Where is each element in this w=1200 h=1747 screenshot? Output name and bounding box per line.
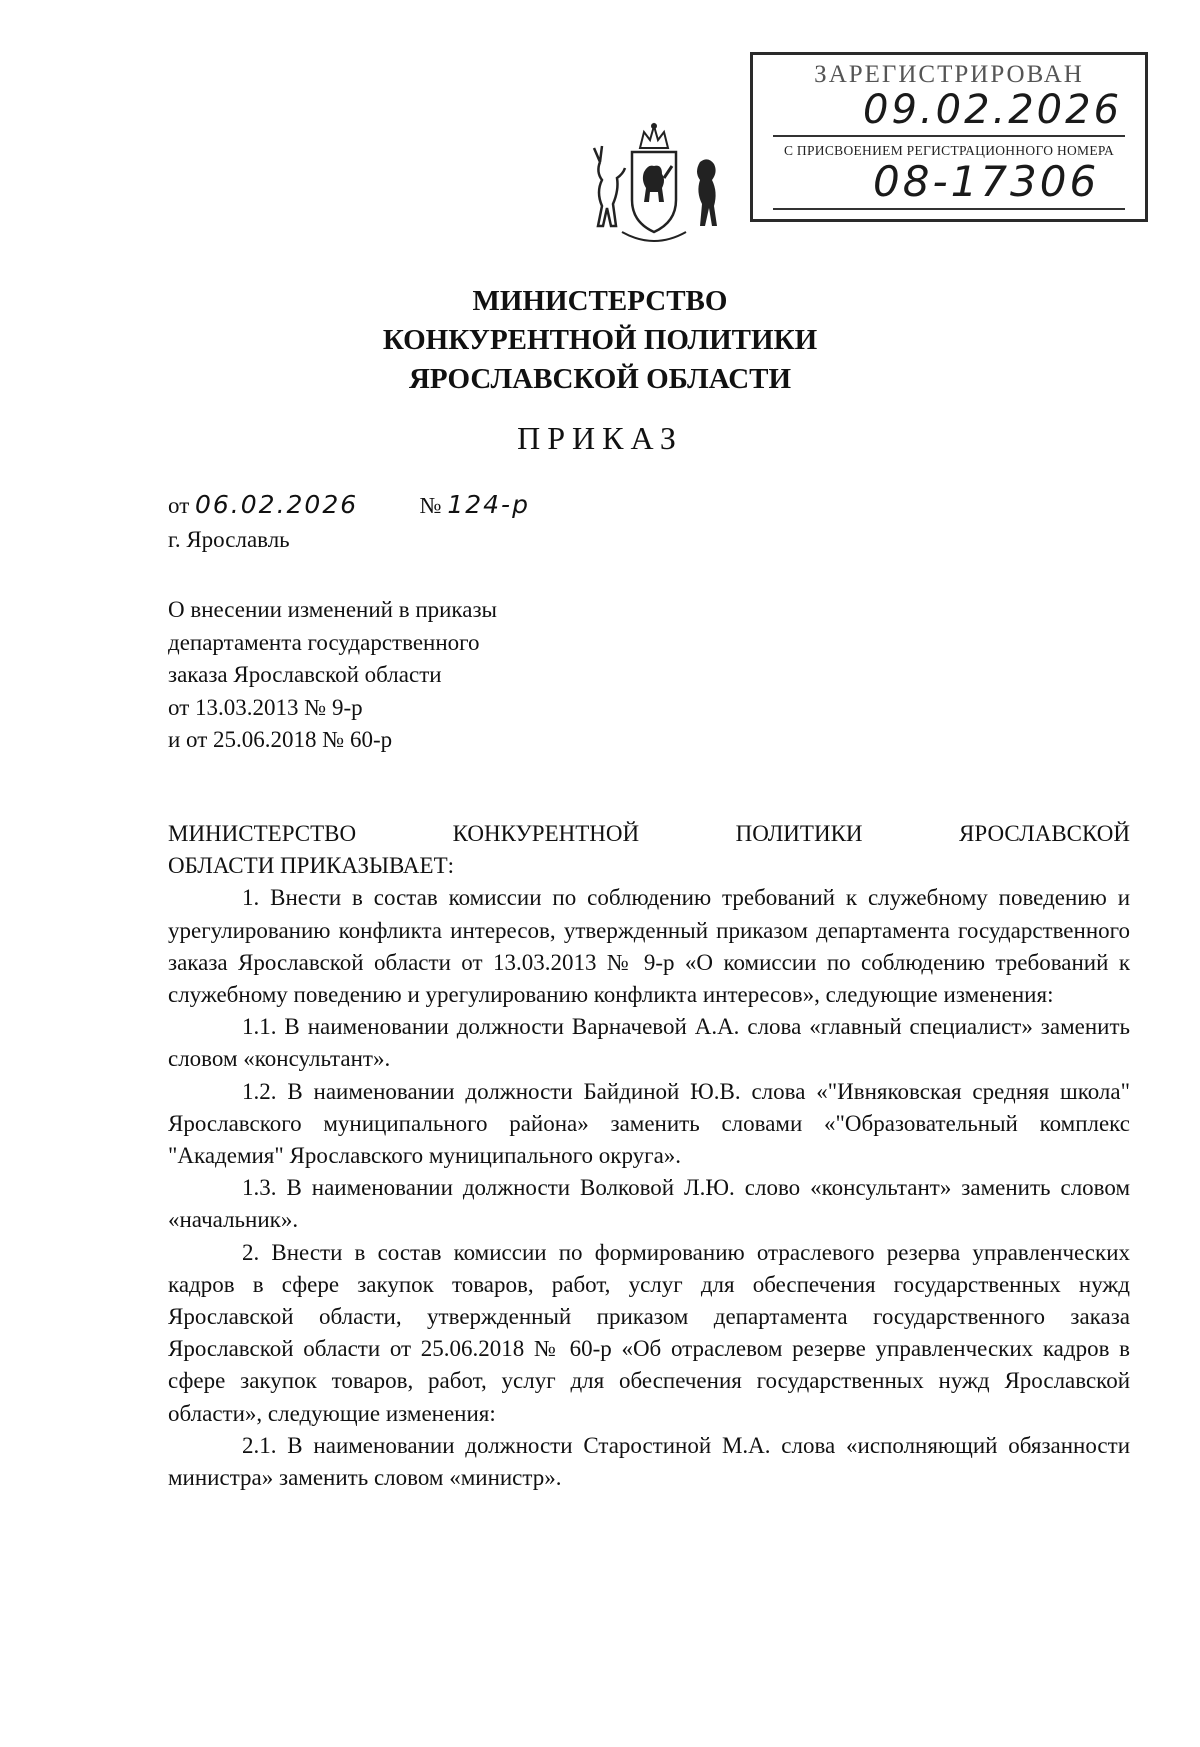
subject-line: О внесении изменений в приказы	[168, 597, 498, 622]
paragraph-1-3: 1.3. В наименовании должности Волковой Л.Ю. слово «консультант» заменить словом «начальник».	[168, 1175, 1130, 1233]
paragraph-2-1: 2.1. В наименовании должности Старостиной М.А. слова «исполняющий обязанности министра» заменить словом «министр».	[168, 1432, 1130, 1491]
order-body	[168, 818, 1130, 1494]
order-subject	[168, 594, 497, 757]
intro-line: ОБЛАСТИ ПРИКАЗЫВАЕТ:	[168, 853, 455, 879]
stamp-number: 08-17306	[873, 157, 1100, 206]
paragraph-1-2: 1.2. В наименовании должности Байдиной Ю.В. слова «"Ивняковская средняя школа" Ярославского муниципального района» заменить словами «"Образовательный комплекс "Академия" Ярославского муниципального округа».	[168, 1078, 1130, 1169]
order-date: 06.02.2026	[195, 490, 359, 519]
subject-line: и от 25.06.2018 № 60-р	[168, 727, 393, 752]
paragraph-1-1: 1.1. В наименовании должности Варначевой А.А. слова «главный специалист» заменить словом «консультант».	[168, 1014, 1130, 1072]
stamp-divider	[773, 208, 1125, 210]
subject-line: департамента государственного	[168, 629, 480, 655]
stamp-header: ЗАРЕГИСТРИРОВАН	[814, 61, 1084, 88]
order-number: 124-р	[447, 490, 530, 519]
intro-line: МИНИСТЕРСТВО КОНКУРЕНТНОЙ ПОЛИТИКИ ЯРОСЛАВСКОЙ	[168, 821, 1130, 846]
stamp-caption: С ПРИСВОЕНИЕМ РЕГИСТРАЦИОННОГО НОМЕРА	[783, 143, 1115, 158]
stamp-date: 09.02.2026	[863, 87, 1123, 133]
paragraph-1: 1. Внести в состав комиссии по соблюдению требований к служебному поведению и урегулированию конфликта интересов, утвержденный приказом департамента государственного заказа Ярославской области от 13.03.2013 № 9-р «О комиссии по соблюдению требований к служебному поведению и урегулированию конфликта интересов», следующие изменения:	[168, 885, 1130, 1008]
subject-line: от 13.03.2013 № 9-р	[168, 694, 363, 720]
number-prefix: №	[419, 493, 442, 518]
ministry-title-line: ЯРОСЛАВСКОЙ ОБЛАСТИ	[408, 363, 792, 395]
date-prefix: от	[168, 493, 190, 518]
ministry-title	[0, 282, 1200, 399]
ministry-title-line: МИНИСТЕРСТВО	[472, 285, 728, 317]
order-date-number	[168, 490, 530, 519]
registration-stamp	[750, 52, 1148, 222]
yaroslavl-coat-of-arms-icon	[582, 122, 727, 252]
document-type-title: ПРИКАЗ	[517, 420, 683, 456]
stamp-divider	[773, 135, 1125, 137]
city: г. Ярославль	[168, 527, 290, 552]
paragraph-2: 2. Внести в состав комиссии по формированию отраслевого резерва управленческих кадров в сфере закупок товаров, работ, услуг для обеспечения государственных нужд Ярославской области, утвержденный приказом департамента государственного заказа Ярославской области от 25.06.2018 № 60-р «Об отраслевом резерве управленческих кадров в сфере закупок товаров, работ, услуг для обеспечения государственных нужд Ярославской области», следующие изменения:	[168, 1239, 1130, 1426]
ministry-title-line: КОНКУРЕНТНОЙ ПОЛИТИКИ	[382, 324, 818, 356]
subject-line: заказа Ярославской области	[168, 662, 442, 687]
